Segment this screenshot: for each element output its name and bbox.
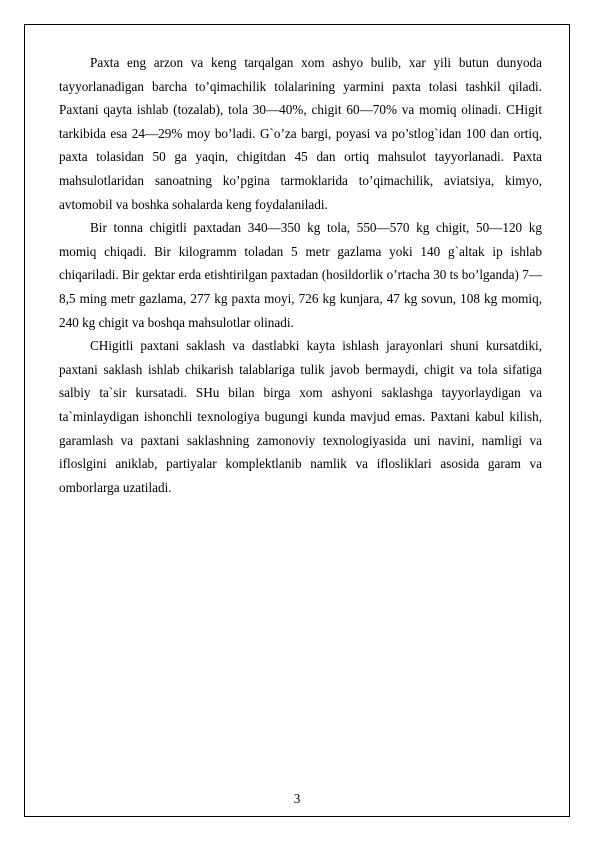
paragraph-cotton-storage: CHigitli paxtani saklash va dastlabki kayta ishlash jarayonlari shuni kursatdiki, paxtani saklash ishlab chikarish talablariga tulik javob bermaydi, chigit va tola sifatiga salbiy ta`sir kursatadi. SHu bilan birga xom ashyoni saklashga tayyorlaydigan va ta`minlaydigan ishonchli texnologiya bugungi kunda mavjud emas. Paxtani kabul kilish, garamlash va paxtani saklashning zamonoviy texnologiyasida uni navini, namligi va ifloslgini aniklab, partiyalar komplektlanib namlik va iflosliklari asosida garam va omborlarga uzatiladi. [59, 338, 542, 495]
document-body [59, 51, 542, 499]
paragraph-cotton-overview: Paxta eng arzon va keng tarqalgan xom ashyo bulib, xar yili butun dunyoda tayyorlanadigan barcha to’qimachilik tolalarining yarmini paxta tolasi tashkil qiladi. Paxtani qayta ishlab (tozalab), tola 30—40%, chigit 60—70% va momiq olinadi. CHigit tarkibida esa 24—29% moy bo’ladi. G`o’za bargi, poyasi va po’stlog`idan 100 dan ortiq, paxta tolasidan 50 ga yaqin, chigitdan 45 dan ortiq mahsulot tayyorlanadi. Paxta mahsulotlaridan sanoatning ko’pgina tarmoklarida to’qimachilik, aviatsiya, kimyo, avtomobil va boshka sohalarda keng foydalaniladi. [59, 55, 542, 212]
page-number: 3 [293, 791, 301, 806]
paragraph-cotton-yield: Bir tonna chigitli paxtadan 340—350 kg tola, 550—570 kg chigit, 50—120 kg momiq chiqadi. Bir kilogramm toladan 5 metr gazlama yoki 140 g`altak ip ishlab chiqariladi. Bir gektar erda etishtirilgan paxtadan (hosildorlik o’rtacha 30 ts bo’lganda) 7—8,5 ming metr gazlama, 277 kg paxta moyi, 726 kg kunjara, 47 kg sovun, 108 kg momiq, 240 kg chigit va boshqa mahsulotlar olinadi. [59, 220, 542, 330]
